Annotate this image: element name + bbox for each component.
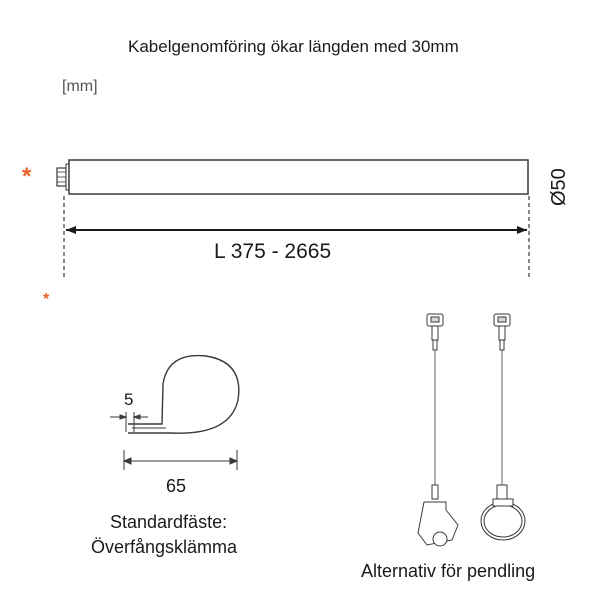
pendant-caption: Alternativ för pendling xyxy=(361,561,536,581)
clamp-drawing xyxy=(128,356,239,434)
length-label: L 375 - 2665 xyxy=(214,240,332,263)
diameter-label: Ø50 xyxy=(548,168,570,206)
length-dimension-arrow xyxy=(66,226,527,234)
clamp-dim-5 xyxy=(110,412,148,432)
pendant-suspension-right xyxy=(481,314,525,540)
clamp-dim-5-label: 5 xyxy=(124,390,134,409)
clamp-caption-line1: Standardfäste: xyxy=(110,512,228,532)
clamp-asterisk-marker: * xyxy=(43,291,50,308)
cable-gland-note: Kabelgenomföring ökar längden med 30mm xyxy=(128,37,459,56)
clamp-caption-line2: Överfångsklämma xyxy=(91,537,238,557)
clamp-dim-65 xyxy=(124,450,237,470)
unit-label: [mm] xyxy=(62,78,98,95)
tube-body xyxy=(57,160,528,194)
tube-asterisk-marker: * xyxy=(22,163,32,190)
tube-outline xyxy=(69,160,528,194)
pendant-suspension-left xyxy=(418,314,458,546)
clamp-dim-65-label: 65 xyxy=(166,476,187,496)
